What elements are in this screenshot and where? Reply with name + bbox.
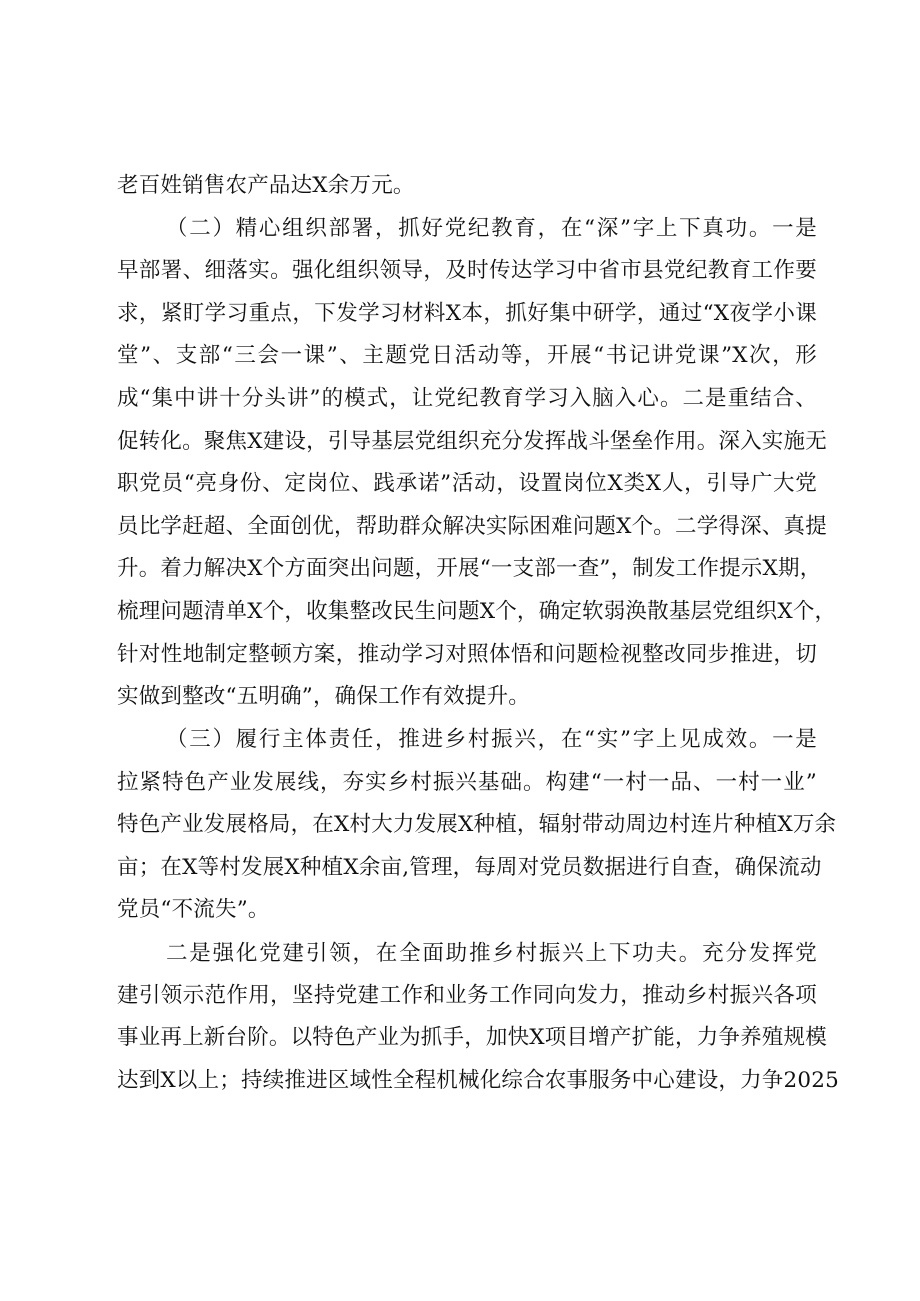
paragraph-line: 求，紧盯学习重点，下发学习材料X本，抓好集中研学，通过“X夜学小课 <box>117 301 817 326</box>
paragraph-line: 升。着力解决X个方面突出问题，开展“一支部一查”，制发工作提示X期， <box>117 556 822 581</box>
paragraph-line: 梳理问题清单X个，收集整改民生问题X个，确定软弱涣散基层党组织X个， <box>117 599 837 624</box>
paragraph-line: 特色产业发展格局，在X村大力发展X种植，辐射带动周边村连片种植X万余 <box>117 812 837 837</box>
paragraph-line: 早部署、细落实。强化组织领导，及时传达学习中省市县党纪教育工作要 <box>117 258 817 283</box>
paragraph-line: 事业再上新台阶。以特色产业为抓手，加快X项目增产扩能，力争养殖规模 <box>117 1025 827 1050</box>
paragraph-line: 成“集中讲十分头讲”的模式，让党纪教育学习入脑入心。二是重结合、 <box>117 386 817 411</box>
paragraph-line: 达到X以上；持续推进区域性全程机械化综合农事服务中心建设，力争2025 <box>117 1068 840 1093</box>
paragraph-line: 拉紧特色产业发展线，夯实乡村振兴基础。构建“一村一品、一村一业” <box>117 770 817 795</box>
paragraph-line: 亩；在X等村发展X种植X余亩,管理，每周对党员数据进行自查，确保流动 <box>117 855 822 880</box>
paragraph-line: 职党员“亮身份、定岗位、践承诺”活动，设置岗位X类X人，引导广大党 <box>117 471 817 496</box>
paragraph-line: 实做到整改“五明确”，确保工作有效提升。 <box>117 684 530 709</box>
paragraph-line: 促转化。聚焦X建设，引导基层党组织充分发挥战斗堡垒作用。深入实施无 <box>117 429 827 454</box>
paragraph-line: （三）履行主体责任，推进乡村振兴，在“实”字上见成效。一是 <box>166 727 817 752</box>
paragraph-line: 建引领示范作用，坚持党建工作和业务工作同向发力，推动乡村振兴各项 <box>117 983 817 1008</box>
paragraph-line: 二是强化党建引领，在全面助推乡村振兴上下功夫。充分发挥党 <box>166 941 817 966</box>
paragraph-line: 员比学赶超、全面创优，帮助群众解决实际困难问题X个。二学得深、真提 <box>117 514 827 539</box>
paragraph-line: 党员“不流失”。 <box>117 897 270 922</box>
paragraph-line: 针对性地制定整顿方案，推动学习对照体悟和问题检视整改同步推进，切 <box>117 642 817 667</box>
paragraph-line: 老百姓销售农产品达X余万元。 <box>117 173 415 198</box>
paragraph-line: 堂”、支部“三会一课”、主题党日活动等，开展“书记讲党课”X次，形 <box>117 343 817 368</box>
paragraph-line: （二）精心组织部署，抓好党纪教育，在“深”字上下真功。一是 <box>166 216 817 241</box>
